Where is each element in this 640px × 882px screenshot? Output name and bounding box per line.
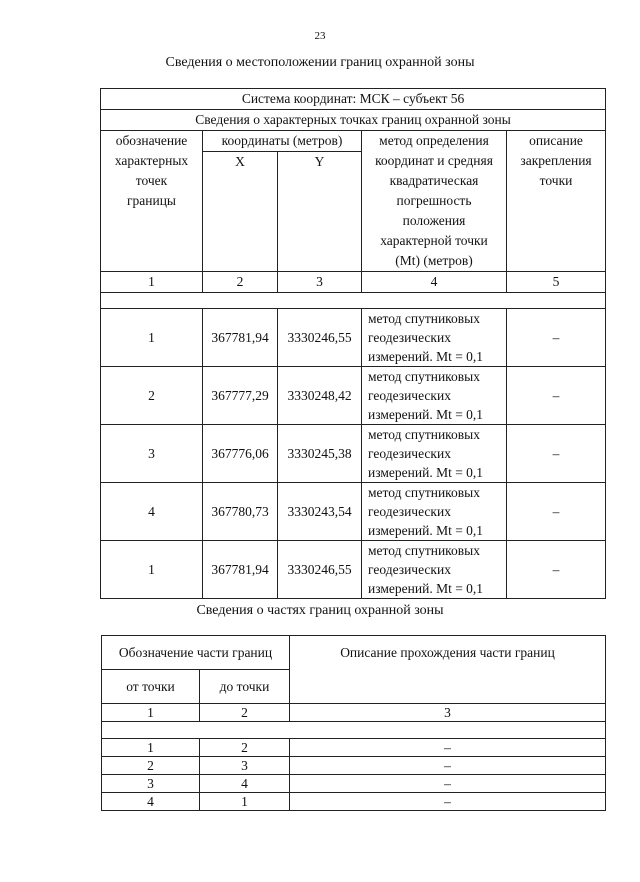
coordinate-system-row: Система координат: МСК – субъект 56 (101, 89, 606, 110)
header-to: до точки (200, 670, 290, 704)
spacer-row (102, 722, 606, 739)
spacer-row (101, 293, 606, 309)
page-number: 23 (314, 30, 326, 42)
colnum: 5 (507, 272, 606, 293)
header-method: метод определения координат и средняя квадратическая погрешность положения характерной точки (Mt) (метров) (362, 131, 507, 272)
colnum: 4 (362, 272, 507, 293)
table-row: 2 367777,29 3330248,42 метод спутниковых геодезических измерений. Mt = 0,1 – (101, 367, 606, 425)
colnum: 3 (278, 272, 362, 293)
colnum: 2 (203, 272, 278, 293)
header-x: X (203, 152, 278, 272)
header-y: Y (278, 152, 362, 272)
colnum: 3 (290, 704, 606, 722)
boundary-parts-table (101, 635, 606, 811)
header-from: от точки (102, 670, 200, 704)
section1-title: Сведения о местоположении границ охранной зоны (165, 55, 475, 70)
colnum: 2 (200, 704, 290, 722)
header-part-designation: Обозначение части границ (102, 636, 290, 670)
boundary-points-table (100, 88, 606, 599)
table-row: 1 367781,94 3330246,55 метод спутниковых геодезических измерений. Mt = 0,1 – (101, 541, 606, 599)
points-subtitle-row: Сведения о характерных точках границ охранной зоны (101, 110, 606, 131)
table-row: 3 367776,06 3330245,38 метод спутниковых геодезических измерений. Mt = 0,1 – (101, 425, 606, 483)
section2-title: Сведения о частях границ охранной зоны (196, 603, 444, 618)
table-row: 4 367780,73 3330243,54 метод спутниковых геодезических измерений. Mt = 0,1 – (101, 483, 606, 541)
table-row: 4 1 – (102, 793, 606, 811)
table-row: 3 4 – (102, 775, 606, 793)
header-designation: обозначение характерных точек границы (101, 131, 203, 272)
header-part-description: Описание прохождения части границ (290, 636, 606, 704)
header-coords: координаты (метров) (203, 131, 362, 152)
table-row: 1 367781,94 3330246,55 метод спутниковых геодезических измерений. Mt = 0,1 – (101, 309, 606, 367)
table-row: 2 3 – (102, 757, 606, 775)
table-row: 1 2 – (102, 739, 606, 757)
colnum: 1 (102, 704, 200, 722)
colnum: 1 (101, 272, 203, 293)
header-description: описание закрепления точки (507, 131, 606, 272)
